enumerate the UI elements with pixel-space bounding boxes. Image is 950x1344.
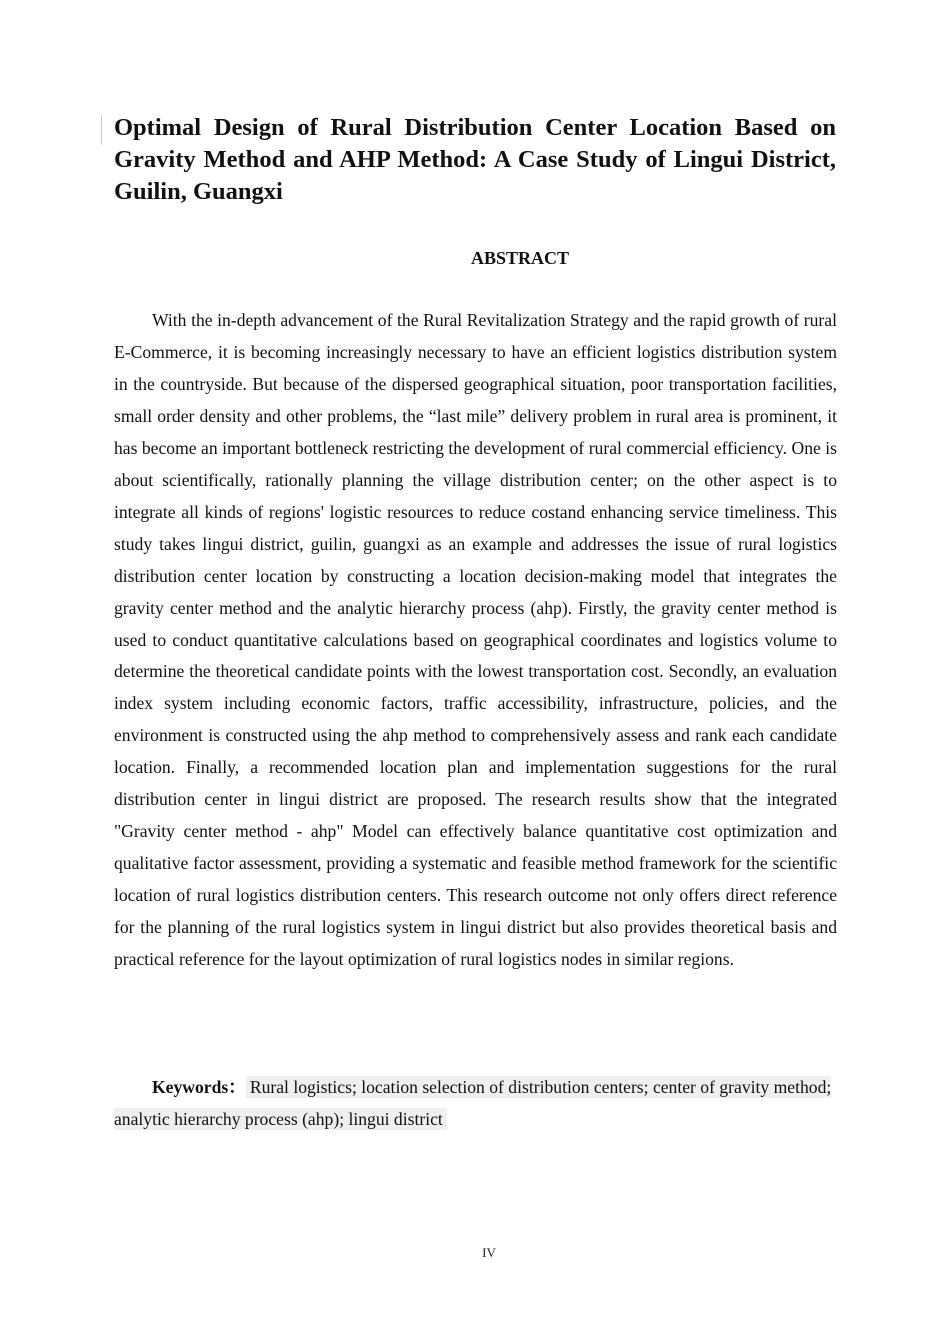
keywords-text[interactable]: Rural logistics; location selection of distribution centers; center of gravity method; analytic hierarchy process (ahp); lingui district [114, 1077, 832, 1129]
page-number: IV [482, 1245, 496, 1260]
abstract-paragraph[interactable]: With the in-depth advancement of the Rural Revitalization Strategy and the rapid growth of rural E-Commerce, it is becoming increasingly necessary to have an efficient logistics distribution system in the countryside. But because of the dispersed geographical situation, poor transportation facilities, small order density and other problems, the “last mile” delivery problem in rural area is prominent, it has become an important bottleneck restricting the development of rural commercial efficiency. One is about scientifically, rationally planning the village distribution center; on the other aspect is to integrate all kinds of regions' logistic resources to reduce costand enhancing service timeliness. This study takes lingui district, guilin, guangxi as an example and addresses the issue of rural logistics distribution center location by constructing a location decision-making model that integrates the gravity center method and the analytic hierarchy process (ahp). Firstly, the gravity center method is used to conduct quantitative calculations based on geographical coordinates and logistics volume to determine the theoretical candidate points with the lowest transportation cost. Secondly, an evaluation index system including economic factors, traffic accessibility, infrastructure, policies, and the environment is constructed using the ahp method to comprehensively assess and rank each candidate location. Finally, a recommended location plan and implementation suggestions for the rural distribution center in lingui district are proposed. The research results show that the integrated "Gravity center method - ahp" Model can effectively balance quantitative cost optimization and qualitative factor assessment, providing a systematic and feasible method framework for the scientific location of rural logistics distribution centers. This research outcome not only offers direct reference for the planning of the rural logistics system in lingui district but also provides theoretical basis and practical reference for the layout optimization of rural logistics nodes in similar regions. [114, 310, 837, 970]
abstract-heading[interactable]: ABSTRACT [470, 248, 570, 268]
keywords-label: Keywords： [152, 1077, 246, 1097]
document-title[interactable]: Optimal Design of Rural Distribution Center Location Based on Gravity Method and AHP Method: A Case Study of Lingui District, Guilin, Guangxi [114, 114, 836, 205]
text-cursor [101, 115, 102, 145]
keywords-paragraph[interactable] [114, 1072, 837, 1135]
